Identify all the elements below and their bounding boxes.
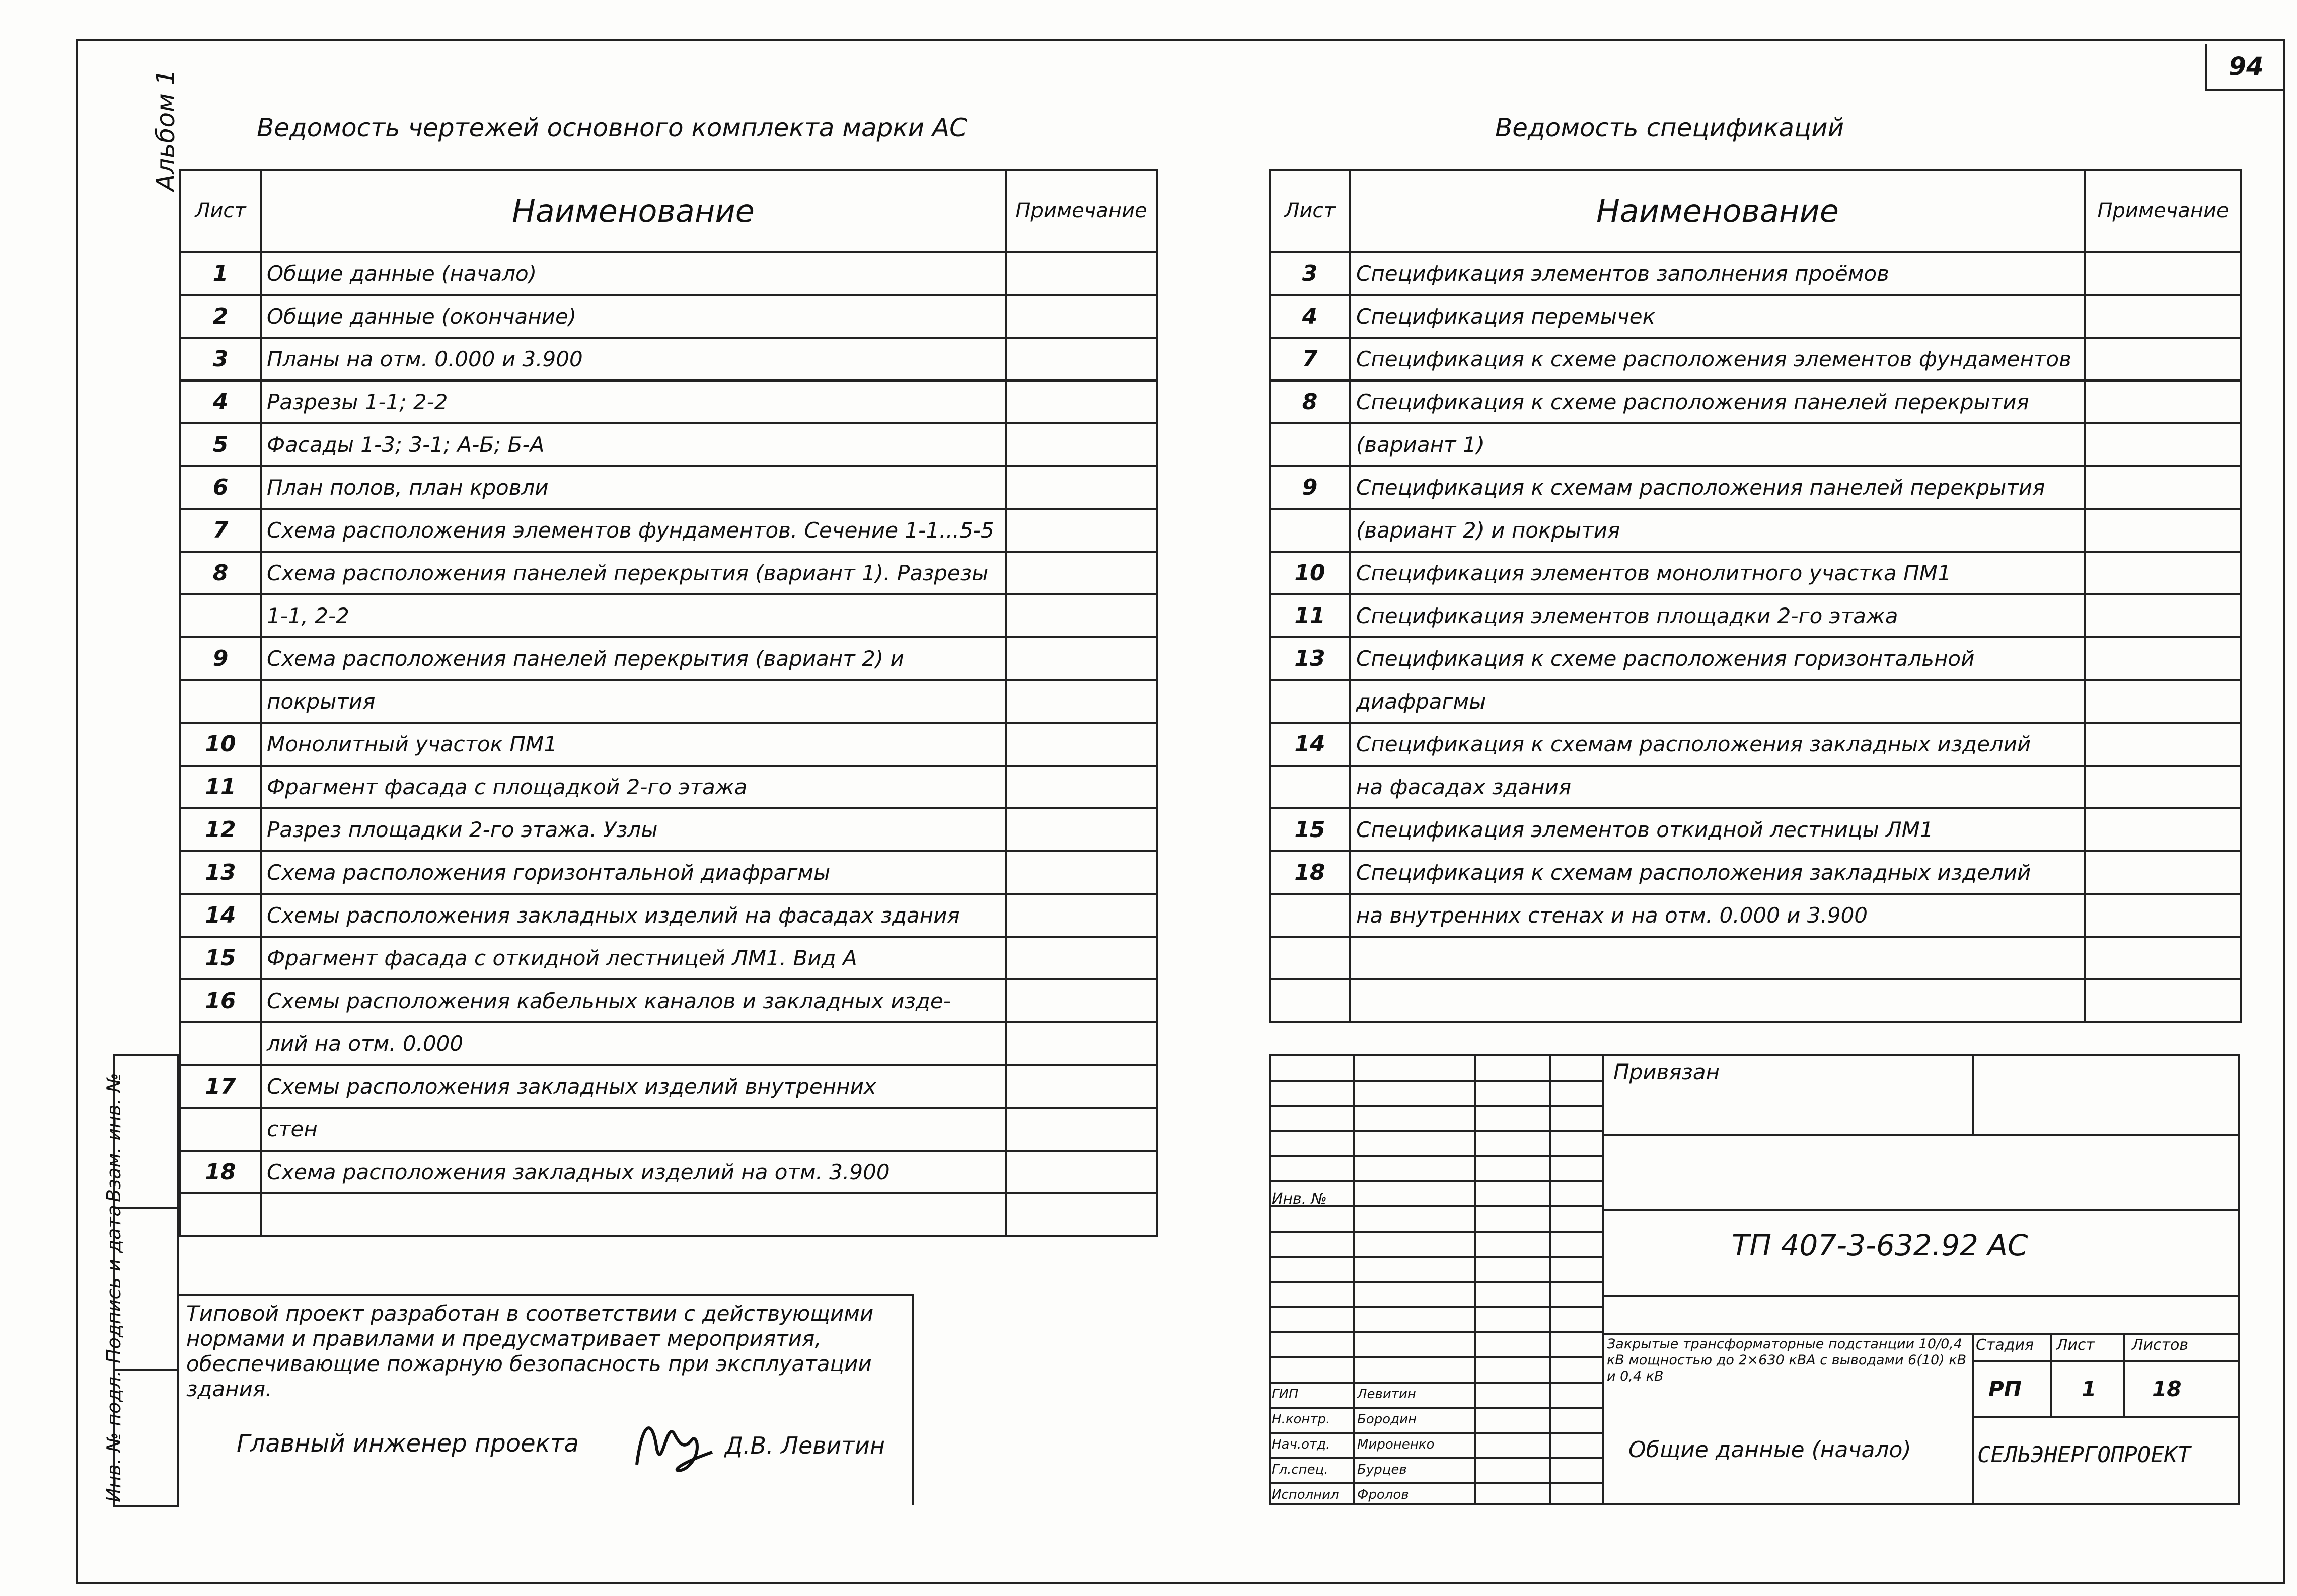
- table-row: [180, 637, 1157, 680]
- sheet-number-cell: 1: [180, 252, 261, 295]
- name-cell: Схемы расположения закладных изделий на фасадах здания: [261, 894, 1006, 937]
- name-cell: (вариант 1): [1350, 423, 2085, 466]
- note-cell: [1006, 937, 1157, 979]
- chief-signature: [627, 1404, 717, 1480]
- sheet-value: 1: [2082, 1377, 2097, 1401]
- sheet-number-cell: 4: [180, 381, 261, 423]
- column-header-note: Примечание: [2085, 170, 2241, 252]
- name-cell: Спецификация к схеме расположения горизонтальной: [1350, 637, 2085, 680]
- note-cell: [1006, 252, 1157, 295]
- note-cell: [1006, 1022, 1157, 1065]
- table-row: [180, 594, 1157, 637]
- name-cell: Разрезы 1-1; 2-2: [261, 381, 1006, 423]
- sheet-number-cell: 12: [180, 808, 261, 851]
- sheet-number-cell: [180, 594, 261, 637]
- note-cell: [2085, 594, 2241, 637]
- table-row: [1270, 295, 2241, 338]
- note-cell: [2085, 381, 2241, 423]
- note-cell: [2085, 808, 2241, 851]
- note-cell: [1006, 338, 1157, 381]
- sheet-number-cell: [180, 1108, 261, 1151]
- approval-side-strip: [103, 1054, 179, 1507]
- role-chief-spec: Гл.спец.: [1272, 1462, 1328, 1477]
- note-cell: [1006, 423, 1157, 466]
- table-row: [1270, 381, 2241, 423]
- sheet-number-cell: 4: [1270, 295, 1350, 338]
- table-row: [1270, 680, 2241, 723]
- sheet-number-cell: [1270, 894, 1350, 937]
- name-cell: диафрагмы: [1350, 680, 2085, 723]
- column-header-sheet: Лист: [1270, 170, 1350, 252]
- sheet-number-cell: [1270, 979, 1350, 1022]
- name-cell: Разрез площадки 2-го этажа. Узлы: [261, 808, 1006, 851]
- organization-name: СЕЛЬЭНЕРГОПРОЕКТ: [1977, 1442, 2191, 1468]
- table-row: [1270, 509, 2241, 552]
- sheet-number-cell: 18: [180, 1151, 261, 1193]
- sheet-number-cell: 9: [180, 637, 261, 680]
- table-row: [1270, 979, 2241, 1022]
- name-cell: Спецификация элементов монолитного участка ПМ1: [1350, 552, 2085, 594]
- name-cell: Схема расположения закладных изделий на отм. 3.900: [261, 1151, 1006, 1193]
- table-row: [180, 252, 1157, 295]
- sheet-number-cell: 7: [1270, 338, 1350, 381]
- side-cell-original-inv: Инв. № подл.: [103, 1370, 125, 1502]
- table-row: [180, 1022, 1157, 1065]
- sheet-number-cell: 8: [1270, 381, 1350, 423]
- role-dept-head: Нач.отд.: [1272, 1437, 1330, 1452]
- note-cell: [1006, 1108, 1157, 1151]
- note-cell: [2085, 552, 2241, 594]
- sheet-number-cell: 16: [180, 979, 261, 1022]
- name-cell: стен: [261, 1108, 1006, 1151]
- note-cell: [2085, 937, 2241, 979]
- table-row: [180, 423, 1157, 466]
- table-row: [180, 466, 1157, 509]
- table-row: [1270, 637, 2241, 680]
- table-row: [180, 1151, 1157, 1193]
- sheet-number-cell: 2: [180, 295, 261, 338]
- role-norm-control: Н.контр.: [1272, 1412, 1330, 1427]
- sheets-label: Листов: [2132, 1336, 2189, 1354]
- drawings-table: [179, 169, 1158, 1237]
- table-row: [1270, 808, 2241, 851]
- table-row: [180, 851, 1157, 894]
- sheet-number-cell: 10: [1270, 552, 1350, 594]
- name-cell: Схема расположения элементов фундаментов. Сечение 1-1...5-5: [261, 509, 1006, 552]
- table-row: [180, 509, 1157, 552]
- sheet-number-cell: 18: [1270, 851, 1350, 894]
- sheet-number-cell: [1270, 937, 1350, 979]
- sheets-value: 18: [2152, 1377, 2182, 1401]
- name-cell: на фасадах здания: [1350, 766, 2085, 808]
- table-row: [180, 894, 1157, 937]
- name-cell: Планы на отм. 0.000 и 3.900: [261, 338, 1006, 381]
- table-row: [1270, 937, 2241, 979]
- attached-label: Привязан: [1613, 1059, 1720, 1084]
- note-cell: [1006, 851, 1157, 894]
- name-cell: План полов, план кровли: [261, 466, 1006, 509]
- name-cell: Спецификация элементов откидной лестницы ЛМ1: [1350, 808, 2085, 851]
- sheet-number-cell: 14: [180, 894, 261, 937]
- name-cell: 1-1, 2-2: [261, 594, 1006, 637]
- stage-label: Стадия: [1976, 1336, 2034, 1354]
- note-cell: [1006, 808, 1157, 851]
- person-norm-control: Бородин: [1357, 1412, 1417, 1427]
- side-cell-signature-date: Подпись и дата: [115, 1207, 179, 1371]
- name-cell: Фрагмент фасада с откидной лестницей ЛМ1. Вид А: [261, 937, 1006, 979]
- sheet-number-cell: 6: [180, 466, 261, 509]
- sheet-number-cell: 3: [1270, 252, 1350, 295]
- note-cell: [1006, 466, 1157, 509]
- name-cell: Монолитный участок ПМ1: [261, 723, 1006, 766]
- person-chief-spec: Бурцев: [1357, 1462, 1407, 1477]
- name-cell: [1350, 937, 2085, 979]
- sheet-number-cell: 11: [1270, 594, 1350, 637]
- table-row: [180, 723, 1157, 766]
- note-cell: [1006, 766, 1157, 808]
- table-row: [1270, 552, 2241, 594]
- side-cell-replace-inv: Взам. инв. №: [115, 1056, 179, 1209]
- project-note: Типовой проект разработан в соответствии с действующими нормами и правилами и предусматривает мероприятия, обеспечивающие пожарную безопасность при эксплуатации здания.: [186, 1301, 874, 1401]
- chief-engineer-label: Главный инженер проекта: [237, 1429, 579, 1458]
- name-cell: Схемы расположения закладных изделий внутренних: [261, 1065, 1006, 1108]
- note-cell: [1006, 509, 1157, 552]
- note-cell: [2085, 851, 2241, 894]
- table-row: [1270, 423, 2241, 466]
- note-cell: [1006, 1065, 1157, 1108]
- column-header-sheet: Лист: [180, 170, 261, 252]
- table-row: [1270, 723, 2241, 766]
- name-cell: Спецификация к схемам расположения панелей перекрытия: [1350, 466, 2085, 509]
- name-cell: Схема расположения панелей перекрытия (вариант 2) и: [261, 637, 1006, 680]
- note-cell: [2085, 894, 2241, 937]
- sheet-label: Лист: [2056, 1336, 2095, 1354]
- sheet-number-cell: [180, 680, 261, 723]
- project-description: Закрытые трансформаторные подстанции 10/0,4 кВ мощностью до 2×630 кВА с выводами 6(10) кВ и 0,4 кВ: [1607, 1336, 1967, 1384]
- note-cell: [2085, 295, 2241, 338]
- sheet-number-cell: [1270, 766, 1350, 808]
- name-cell: [261, 1193, 1006, 1236]
- name-cell: Спецификация к схемам расположения закладных изделий: [1350, 851, 2085, 894]
- column-header-name: Наименование: [261, 170, 1006, 252]
- note-cell: [1006, 381, 1157, 423]
- name-cell: Схема расположения панелей перекрытия (вариант 1). Разрезы: [261, 552, 1006, 594]
- table-row: [180, 937, 1157, 979]
- document-code: ТП 407-3-632.92 АС: [1732, 1228, 2028, 1262]
- table-row: [1270, 594, 2241, 637]
- role-executor: Исполнил: [1272, 1487, 1339, 1502]
- note-cell: [1006, 723, 1157, 766]
- name-cell: Спецификация к схемам расположения закладных изделий: [1350, 723, 2085, 766]
- note-cell: [1006, 637, 1157, 680]
- stage-value: РП: [1988, 1377, 2022, 1401]
- note-cell: [2085, 466, 2241, 509]
- chief-engineer-name: Д.В. Левитин: [725, 1432, 885, 1459]
- table-row: [1270, 766, 2241, 808]
- note-cell: [1006, 1193, 1157, 1236]
- table-row: [180, 381, 1157, 423]
- sheet-number-cell: 11: [180, 766, 261, 808]
- note-cell: [2085, 509, 2241, 552]
- note-cell: [1006, 979, 1157, 1022]
- sheet-number-cell: 15: [180, 937, 261, 979]
- sheet-number-cell: 5: [180, 423, 261, 466]
- table-row: [1270, 894, 2241, 937]
- note-cell: [1006, 295, 1157, 338]
- table-row: [180, 766, 1157, 808]
- note-cell: [1006, 894, 1157, 937]
- column-header-note: Примечание: [1006, 170, 1157, 252]
- table-row: [1270, 851, 2241, 894]
- role-gip: ГИП: [1272, 1387, 1299, 1402]
- name-cell: покрытия: [261, 680, 1006, 723]
- note-cell: [2085, 979, 2241, 1022]
- table-row: [180, 338, 1157, 381]
- sheet-number-cell: 7: [180, 509, 261, 552]
- note-cell: [1006, 594, 1157, 637]
- table-row: [180, 808, 1157, 851]
- page-number: 94: [2205, 44, 2285, 91]
- table-row: [1270, 338, 2241, 381]
- sheet-number-cell: 8: [180, 552, 261, 594]
- table-row: [180, 295, 1157, 338]
- column-header-name: Наименование: [1350, 170, 2085, 252]
- sheet-title: Общие данные (начало): [1628, 1437, 1911, 1463]
- sheet-number-cell: [180, 1022, 261, 1065]
- name-cell: Спецификация элементов площадки 2-го этажа: [1350, 594, 2085, 637]
- table-row: [180, 680, 1157, 723]
- name-cell: лий на отм. 0.000: [261, 1022, 1006, 1065]
- sheet-number-cell: 3: [180, 338, 261, 381]
- person-dept-head: Мироненко: [1357, 1437, 1435, 1452]
- table-row: [180, 1193, 1157, 1236]
- specifications-table: [1269, 169, 2242, 1023]
- note-cell: [1006, 1151, 1157, 1193]
- name-cell: Спецификация к схеме расположения элементов фундаментов: [1350, 338, 2085, 381]
- sheet-number-cell: [180, 1193, 261, 1236]
- left-sheet-title: Ведомость чертежей основного комплекта марки АС: [257, 113, 968, 142]
- name-cell: на внутренних стенах и на отм. 0.000 и 3.900: [1350, 894, 2085, 937]
- sheet-number-cell: 13: [180, 851, 261, 894]
- sheet-number-cell: 15: [1270, 808, 1350, 851]
- table-row: [180, 552, 1157, 594]
- table-row: [180, 979, 1157, 1022]
- sheet-number-cell: 10: [180, 723, 261, 766]
- sheet-number-cell: 14: [1270, 723, 1350, 766]
- note-cell: [2085, 423, 2241, 466]
- note-cell: [2085, 723, 2241, 766]
- name-cell: Общие данные (начало): [261, 252, 1006, 295]
- name-cell: Спецификация перемычек: [1350, 295, 2085, 338]
- table-row: [1270, 466, 2241, 509]
- note-cell: [2085, 338, 2241, 381]
- note-cell: [2085, 766, 2241, 808]
- name-cell: Фасады 1-3; 3-1; А-Б; Б-А: [261, 423, 1006, 466]
- sheet-number-cell: 13: [1270, 637, 1350, 680]
- sheet-number-cell: 9: [1270, 466, 1350, 509]
- name-cell: Фрагмент фасада с площадкой 2-го этажа: [261, 766, 1006, 808]
- name-cell: Общие данные (окончание): [261, 295, 1006, 338]
- table-row: [180, 1065, 1157, 1108]
- name-cell: Спецификация к схеме расположения панелей перекрытия: [1350, 381, 2085, 423]
- name-cell: (вариант 2) и покрытия: [1350, 509, 2085, 552]
- inventory-label: Инв. №: [1272, 1190, 1327, 1208]
- note-cell: [2085, 252, 2241, 295]
- name-cell: [1350, 979, 2085, 1022]
- sheet-number-cell: [1270, 509, 1350, 552]
- table-row: [1270, 252, 2241, 295]
- sheet-number-cell: [1270, 423, 1350, 466]
- note-cell: [1006, 552, 1157, 594]
- note-cell: [2085, 680, 2241, 723]
- note-cell: [1006, 680, 1157, 723]
- name-cell: Спецификация элементов заполнения проёмов: [1350, 252, 2085, 295]
- album-label: Альбом 1: [151, 69, 180, 191]
- sheet-number-cell: 17: [180, 1065, 261, 1108]
- note-cell: [2085, 637, 2241, 680]
- sheet-number-cell: [1270, 680, 1350, 723]
- person-gip: Левитин: [1357, 1387, 1416, 1402]
- person-executor: Фролов: [1357, 1487, 1409, 1502]
- name-cell: Схемы расположения кабельных каналов и закладных изде-: [261, 979, 1006, 1022]
- name-cell: Схема расположения горизонтальной диафрагмы: [261, 851, 1006, 894]
- right-sheet-title: Ведомость спецификаций: [1495, 113, 1844, 142]
- table-row: [180, 1108, 1157, 1151]
